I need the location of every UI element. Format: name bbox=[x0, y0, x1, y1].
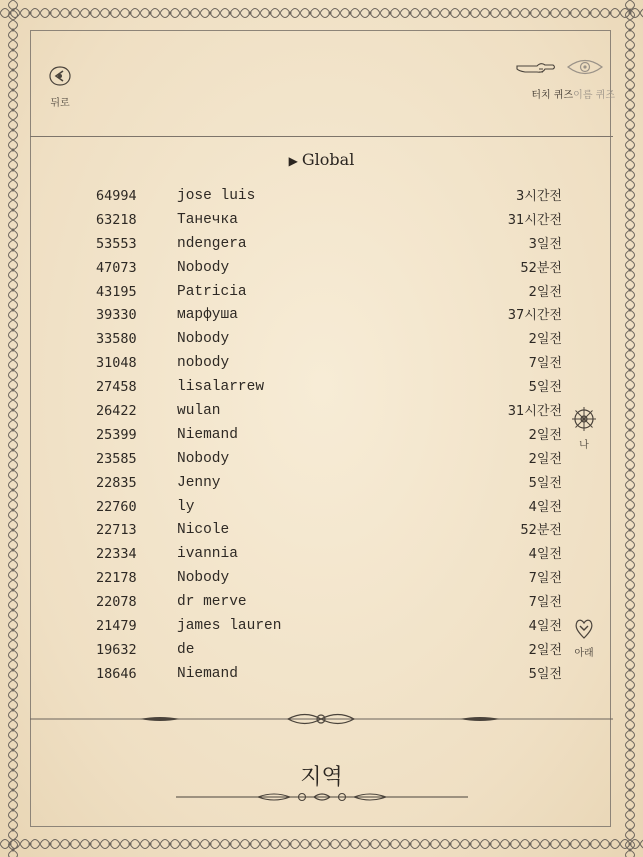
ornate-down-icon bbox=[572, 616, 596, 640]
row-player-name: lisalarrew bbox=[177, 379, 265, 396]
leaderboard-row[interactable] bbox=[96, 496, 562, 520]
row-player-name: ivannia bbox=[177, 546, 238, 563]
row-player-name: ly bbox=[177, 498, 195, 515]
row-score: 22178 bbox=[96, 570, 137, 587]
mode-icons bbox=[505, 56, 615, 80]
leaderboard-row[interactable] bbox=[96, 567, 562, 591]
row-player-name: nobody bbox=[177, 355, 230, 372]
row-time-ago: 5일전 bbox=[528, 475, 562, 491]
row-player-name: jose luis bbox=[177, 188, 256, 204]
mode-name-quiz[interactable]: 이름 퀴즈 bbox=[573, 90, 615, 101]
row-score: 22713 bbox=[96, 522, 137, 539]
region-underline-ornament bbox=[176, 790, 468, 804]
row-time-ago: 37시간전 bbox=[507, 308, 562, 324]
leaderboard-row[interactable] bbox=[96, 400, 562, 424]
row-score: 31048 bbox=[96, 355, 137, 372]
row-score: 21479 bbox=[96, 618, 137, 635]
eye-icon[interactable] bbox=[565, 56, 605, 78]
row-score: 18646 bbox=[96, 665, 137, 682]
leaderboard-row[interactable] bbox=[96, 663, 562, 687]
back-label: 뒤로 bbox=[50, 98, 70, 109]
row-player-name: dr merve bbox=[177, 594, 247, 611]
ornamental-border-right bbox=[617, 0, 643, 857]
row-time-ago: 2일전 bbox=[528, 427, 562, 443]
row-player-name: Nobody bbox=[177, 331, 230, 348]
mode-labels bbox=[531, 86, 615, 101]
leaderboard-row[interactable] bbox=[96, 304, 562, 328]
row-score: 22835 bbox=[96, 474, 137, 491]
header-divider bbox=[30, 136, 613, 137]
row-score: 22760 bbox=[96, 498, 137, 515]
leaderboard-row[interactable] bbox=[96, 424, 562, 448]
row-score: 53553 bbox=[96, 235, 137, 252]
row-score: 47073 bbox=[96, 259, 137, 276]
row-score: 19632 bbox=[96, 641, 137, 658]
leaderboard-row[interactable] bbox=[96, 519, 562, 543]
row-time-ago: 7일전 bbox=[528, 595, 562, 611]
row-player-name: Танечка bbox=[177, 211, 238, 228]
row-player-name: Nobody bbox=[177, 450, 230, 467]
row-time-ago: 4일전 bbox=[528, 499, 562, 515]
back-button[interactable] bbox=[42, 64, 78, 109]
region-button[interactable]: 지역 bbox=[300, 765, 343, 790]
row-time-ago: 2일전 bbox=[528, 284, 562, 300]
row-time-ago: 3시간전 bbox=[516, 189, 562, 204]
row-time-ago: 2일전 bbox=[528, 642, 562, 658]
triangle-right-icon: ▶ bbox=[288, 154, 298, 168]
row-time-ago: 5일전 bbox=[528, 666, 562, 682]
row-score: 64994 bbox=[96, 188, 137, 204]
row-player-name: de bbox=[177, 641, 195, 658]
row-time-ago: 5일전 bbox=[528, 380, 562, 396]
row-player-name: Nobody bbox=[177, 570, 230, 587]
row-time-ago: 4일전 bbox=[528, 619, 562, 635]
leaderboard-row[interactable] bbox=[96, 543, 562, 567]
leaderboard-row[interactable] bbox=[96, 209, 562, 233]
row-score: 63218 bbox=[96, 211, 137, 228]
row-player-name: Niemand bbox=[177, 426, 238, 443]
row-score: 26422 bbox=[96, 403, 137, 420]
leaderboard-row[interactable] bbox=[96, 472, 562, 496]
leaderboard-list bbox=[96, 185, 562, 687]
row-player-name: james lauren bbox=[177, 618, 282, 635]
down-label: 아래 bbox=[574, 648, 594, 659]
row-player-name: Nobody bbox=[177, 259, 230, 276]
row-score: 27458 bbox=[96, 379, 137, 396]
leaderboard-row[interactable] bbox=[96, 615, 562, 639]
row-time-ago: 31시간전 bbox=[507, 212, 562, 228]
row-time-ago: 2일전 bbox=[528, 451, 562, 467]
row-player-name: ndengera bbox=[177, 235, 247, 252]
leaderboard-row[interactable] bbox=[96, 376, 562, 400]
ornate-back-icon bbox=[47, 64, 73, 88]
row-time-ago: 3일전 bbox=[528, 236, 562, 252]
me-label: 나 bbox=[579, 440, 589, 451]
row-player-name: марфуша bbox=[177, 307, 238, 324]
leaderboard-row[interactable] bbox=[96, 328, 562, 352]
row-time-ago: 7일전 bbox=[528, 356, 562, 372]
leaderboard-row[interactable] bbox=[96, 448, 562, 472]
pointing-hand-icon[interactable] bbox=[515, 56, 557, 78]
leaderboard-row[interactable] bbox=[96, 591, 562, 615]
row-time-ago: 4일전 bbox=[528, 547, 562, 563]
ornamental-border-bottom bbox=[0, 831, 643, 857]
ornamental-border-top bbox=[0, 0, 643, 26]
row-score: 25399 bbox=[96, 426, 137, 443]
row-player-name: Niemand bbox=[177, 665, 238, 682]
section-title-text: Global bbox=[301, 150, 355, 169]
me-button[interactable] bbox=[570, 406, 598, 450]
ornamental-border-left bbox=[0, 0, 26, 857]
down-button[interactable] bbox=[568, 616, 600, 660]
row-player-name: Jenny bbox=[177, 474, 221, 491]
leaderboard-row[interactable] bbox=[96, 257, 562, 281]
mode-touch-quiz[interactable]: 터치 퀴즈 bbox=[531, 90, 574, 101]
mode-selector bbox=[495, 56, 615, 102]
row-time-ago: 2일전 bbox=[528, 332, 562, 348]
row-score: 22078 bbox=[96, 594, 137, 611]
row-player-name: Nicole bbox=[177, 522, 230, 539]
row-time-ago: 31시간전 bbox=[507, 404, 562, 420]
ornamental-divider bbox=[30, 708, 613, 730]
leaderboard-row[interactable] bbox=[96, 281, 562, 305]
leaderboard-row[interactable] bbox=[96, 185, 562, 209]
row-score: 33580 bbox=[96, 331, 137, 348]
row-score: 23585 bbox=[96, 450, 137, 467]
leaderboard-row[interactable] bbox=[96, 233, 562, 257]
wheel-icon bbox=[571, 406, 597, 432]
row-score: 22334 bbox=[96, 546, 137, 563]
section-title[interactable] bbox=[0, 150, 643, 169]
row-time-ago: 52분전 bbox=[520, 260, 562, 276]
row-score: 39330 bbox=[96, 307, 137, 324]
leaderboard-row[interactable] bbox=[96, 352, 562, 376]
row-time-ago: 7일전 bbox=[528, 571, 562, 587]
row-player-name: wulan bbox=[177, 403, 221, 420]
row-time-ago: 52분전 bbox=[520, 523, 562, 539]
leaderboard-row[interactable] bbox=[96, 639, 562, 663]
row-score: 43195 bbox=[96, 283, 137, 300]
row-player-name: Patricia bbox=[177, 283, 247, 300]
